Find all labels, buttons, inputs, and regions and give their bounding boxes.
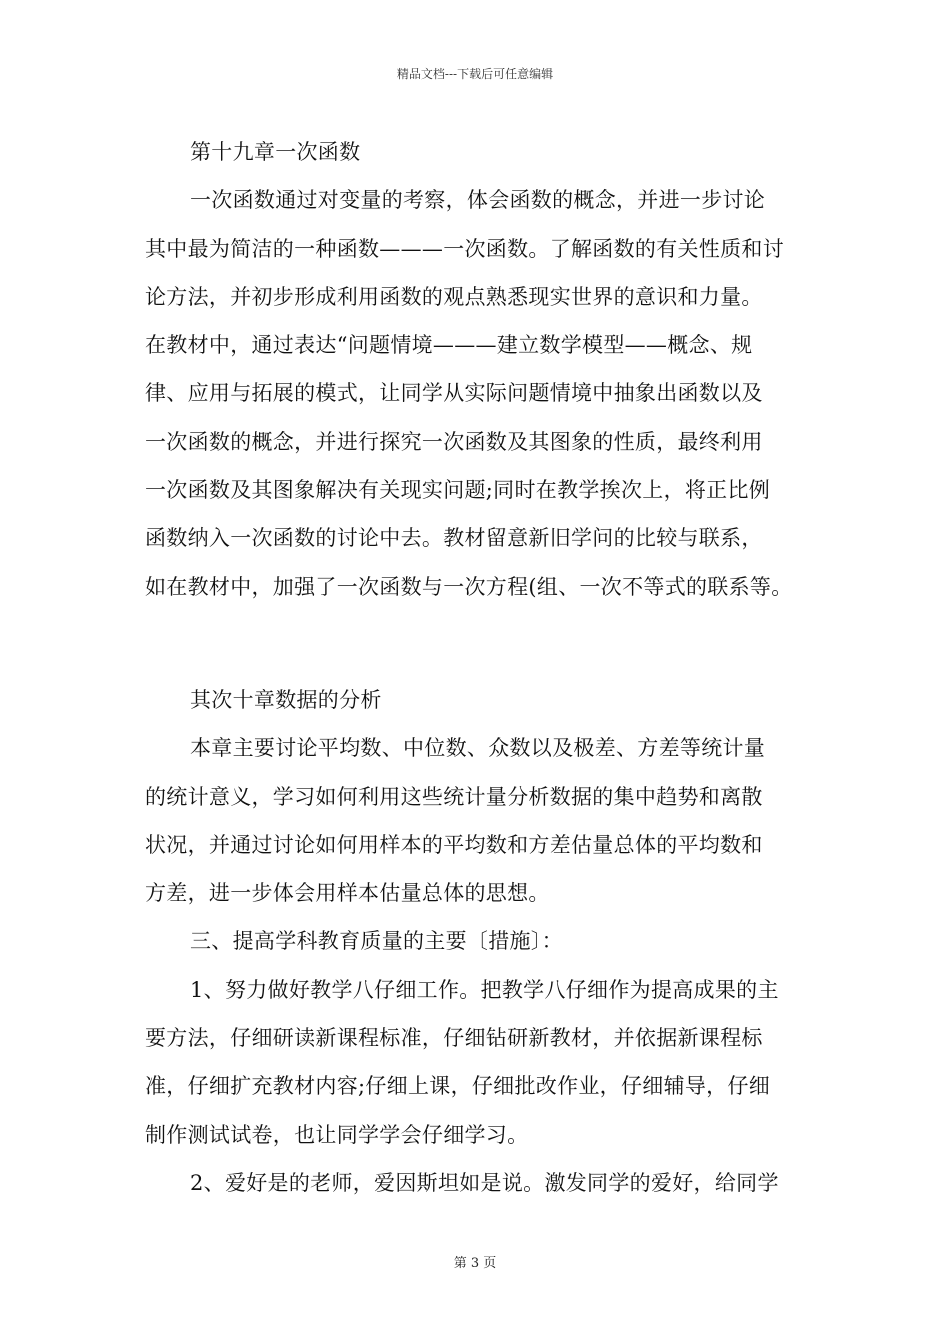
page-number: 第 3 页 (453, 1256, 497, 1271)
paragraph-line: 函数纳入一次函数的讨论中去。教材留意新旧学问的比较与联系， (145, 526, 763, 551)
paragraph-line: 本章主要讨论平均数、中位数、众数以及极差、方差等统计量 (190, 736, 766, 761)
paragraph-line: 方差，进一步体会用样本估量总体的思想。 (145, 881, 550, 906)
paragraph-line: 如在教材中，加强了一次函数与一次方程(组、一次不等式的联系等。 (145, 574, 793, 599)
section-title: 第十九章一次函数 (190, 140, 361, 164)
paragraph-line: 一次函数通过对变量的考察，体会函数的概念，并进一步讨论 (190, 188, 766, 213)
paragraph-line: 准，仔细扩充教材内容;仔细上课，仔细批改作业，仔细辅导，仔细 (145, 1074, 771, 1099)
paragraph-line: 其中最为简洁的一种函数———一次函数。了解函数的有关性质和讨 (145, 236, 784, 261)
section-chapter-20 (145, 676, 815, 1207)
paragraph-line: 一次函数的概念，并进行探究一次函数及其图象的性质，最终利用 (145, 429, 763, 454)
section-chapter-19 (145, 128, 815, 611)
paragraph-line: 论方法，并初步形成利用函数的观点熟悉现实世界的意识和力量。 (145, 284, 763, 309)
page-header: 精品文档---下载后可任意编辑 (396, 67, 554, 81)
paragraph-line: 2、爱好是的老师，爱因斯坦如是说。激发同学的爱好，给同学 (190, 1170, 779, 1195)
section-title: 其次十章数据的分析 (190, 688, 382, 712)
paragraph-line: 制作测试试卷，也让同学学会仔细学习。 (145, 1122, 529, 1147)
paragraph-line: 1、努力做好教学八仔细工作。把教学八仔细作为提高成果的主 (190, 977, 779, 1002)
paragraph-line: 状况，并通过讨论如何用样本的平均数和方差估量总体的平均数和 (145, 832, 763, 857)
paragraph-line: 一次函数及其图象解决有关现实问题;同时在教学挨次上，将正比例 (145, 478, 771, 503)
paragraph-line: 的统计意义，学习如何利用这些统计量分析数据的集中趋势和离散 (145, 784, 763, 809)
paragraph-line: 在教材中，通过表达“问题情境———建立数学模型——概念、规 (145, 333, 753, 358)
paragraph-line: 要方法，仔细研读新课程标准，仔细钻研新教材，并依据新课程标 (145, 1026, 763, 1051)
paragraph-line: 律、应用与拓展的模式，让同学从实际问题情境中抽象出函数以及 (145, 381, 763, 406)
section-title: 三、提高学科教育质量的主要〔措施〕： (190, 929, 563, 954)
